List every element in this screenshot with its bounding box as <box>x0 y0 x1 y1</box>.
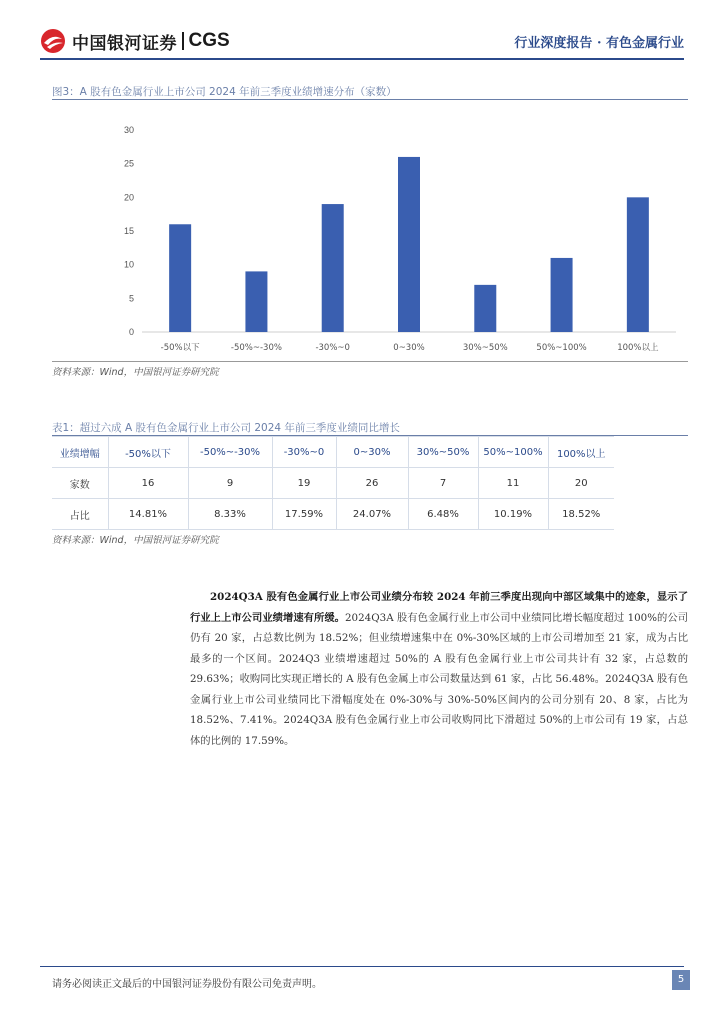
y-tick-label-4: 20 <box>123 192 134 203</box>
bar-5 <box>551 258 573 332</box>
logo-english-name: CGS <box>188 30 230 51</box>
table-cell: 7 <box>408 468 478 499</box>
y-tick-label-3: 15 <box>123 226 134 236</box>
analysis-paragraph <box>190 587 688 751</box>
bar-0 <box>169 224 191 332</box>
table-header-cell: 100%以上 <box>548 437 614 468</box>
table-cell: 17.59% <box>272 499 336 530</box>
chart-bars-group <box>169 157 649 332</box>
page-header <box>0 0 724 62</box>
table-header-cell: -50%以下 <box>108 437 188 468</box>
table-header-cell: -30%~0 <box>272 437 336 468</box>
company-logo <box>40 28 230 54</box>
bar-1 <box>245 271 267 332</box>
table-row <box>52 437 614 468</box>
table-cell: 16 <box>108 468 188 499</box>
table-caption: 表1：超过六成 A 股有色金属行业上市公司 2024 年前三季度业绩同比增长 <box>52 422 400 434</box>
performance-table <box>52 436 614 530</box>
figure-caption: 图3：A 股有色金属行业上市公司 2024 年前三季度业绩增速分布（家数） <box>52 86 397 98</box>
x-tick-label-6: 100%以上 <box>617 343 659 353</box>
x-tick-label-1: -50%~-30% <box>230 343 282 353</box>
y-tick-label-1: 5 <box>128 293 134 304</box>
x-tick-label-5: 50%~100% <box>536 343 587 353</box>
table-cell: 20 <box>548 468 614 499</box>
table-cell: 11 <box>478 468 548 499</box>
header-divider <box>40 58 684 60</box>
figure-source: 资料来源：Wind，中国银河证券研究院 <box>52 367 219 378</box>
table-source: 资料来源：Wind，中国银河证券研究院 <box>52 535 219 546</box>
table-cell: 14.81% <box>108 499 188 530</box>
table-cell: 26 <box>336 468 408 499</box>
page-number: 5 <box>672 970 690 990</box>
logo-separator <box>182 32 184 50</box>
y-tick-label-5: 25 <box>123 158 134 169</box>
bar-6 <box>627 197 649 332</box>
footer-disclaimer: 请务必阅读正文最后的中国银河证券股份有限公司免责声明。 <box>52 979 322 990</box>
table-header-cell: 30%~50% <box>408 437 478 468</box>
bar-3 <box>398 157 420 332</box>
table-cell: 6.48% <box>408 499 478 530</box>
x-tick-label-4: 30%~50% <box>462 343 508 353</box>
x-tick-label-2: -30%~0 <box>315 343 350 353</box>
logo-chinese-name: 中国银河证券 <box>72 33 177 54</box>
table-cell: 24.07% <box>336 499 408 530</box>
report-type-title: 行业深度报告 · 有色金属行业 <box>514 36 684 51</box>
table-row <box>52 468 614 499</box>
table-header-cell: 50%~100% <box>478 437 548 468</box>
table-cell: 9 <box>188 468 272 499</box>
x-tick-label-3: 0~30% <box>393 343 425 353</box>
x-tick-label-0: -50%以下 <box>160 343 200 353</box>
galaxy-logo-icon <box>40 28 66 54</box>
table-header-cell: 0~30% <box>336 437 408 468</box>
figure-source-rule <box>52 361 688 362</box>
table-header-cell: 业绩增幅 <box>52 437 108 468</box>
table-header-cell: -50%~-30% <box>188 437 272 468</box>
figure-caption-rule <box>52 99 688 100</box>
table-cell: 10.19% <box>478 499 548 530</box>
table-cell: 占比 <box>52 499 108 530</box>
paragraph-lead: 2024Q3A 股有色金属行业上市公司业绩分布较 2024 年前三季度出现向中部区域集中的迹象，显示了行业上上市公司业绩增速有所缓。 <box>190 591 688 624</box>
y-tick-label-2: 10 <box>123 259 134 270</box>
bar-4 <box>474 285 496 332</box>
bar-2 <box>322 204 344 332</box>
y-tick-label-6: 30 <box>123 125 134 135</box>
table-row <box>52 499 614 530</box>
footer-divider <box>40 966 684 967</box>
table-cell: 19 <box>272 468 336 499</box>
table-cell: 18.52% <box>548 499 614 530</box>
paragraph-text: 2024Q3A 股有色金属行业上市公司中业绩同比增长幅度超过 100%的公司仍有 20 家，占总数比例为 18.52%；但业绩增速集中在 0%-30%区域的上市公司增加至 21 家，成为占比最多的一个区间。2024Q3 业绩增速超过 50%的 A 股有色金属行业上市公司共计有 32 家，占总数的 29.63%；收购同比实现正增长的 A 股有色金属上市公司数量达到 61 家，占比 56.48%。2024Q3A 股有色金属行业上市公司业绩同比下滑幅度处在 0%-30%与 30%-50%区间内的公司分别有 20、8 家，占比为 18.52%、7.41%。2024Q3A 股有色金属行业上市公司收购同比下滑超过 50%的上市公司有 19 家，占总体的比例的 17.59%。 <box>190 611 689 747</box>
performance-distribution-chart <box>52 118 688 362</box>
chart-x-labels <box>161 342 659 353</box>
y-tick-label-0: 0 <box>128 327 134 337</box>
table-cell: 8.33% <box>188 499 272 530</box>
table-cell: 家数 <box>52 468 108 499</box>
